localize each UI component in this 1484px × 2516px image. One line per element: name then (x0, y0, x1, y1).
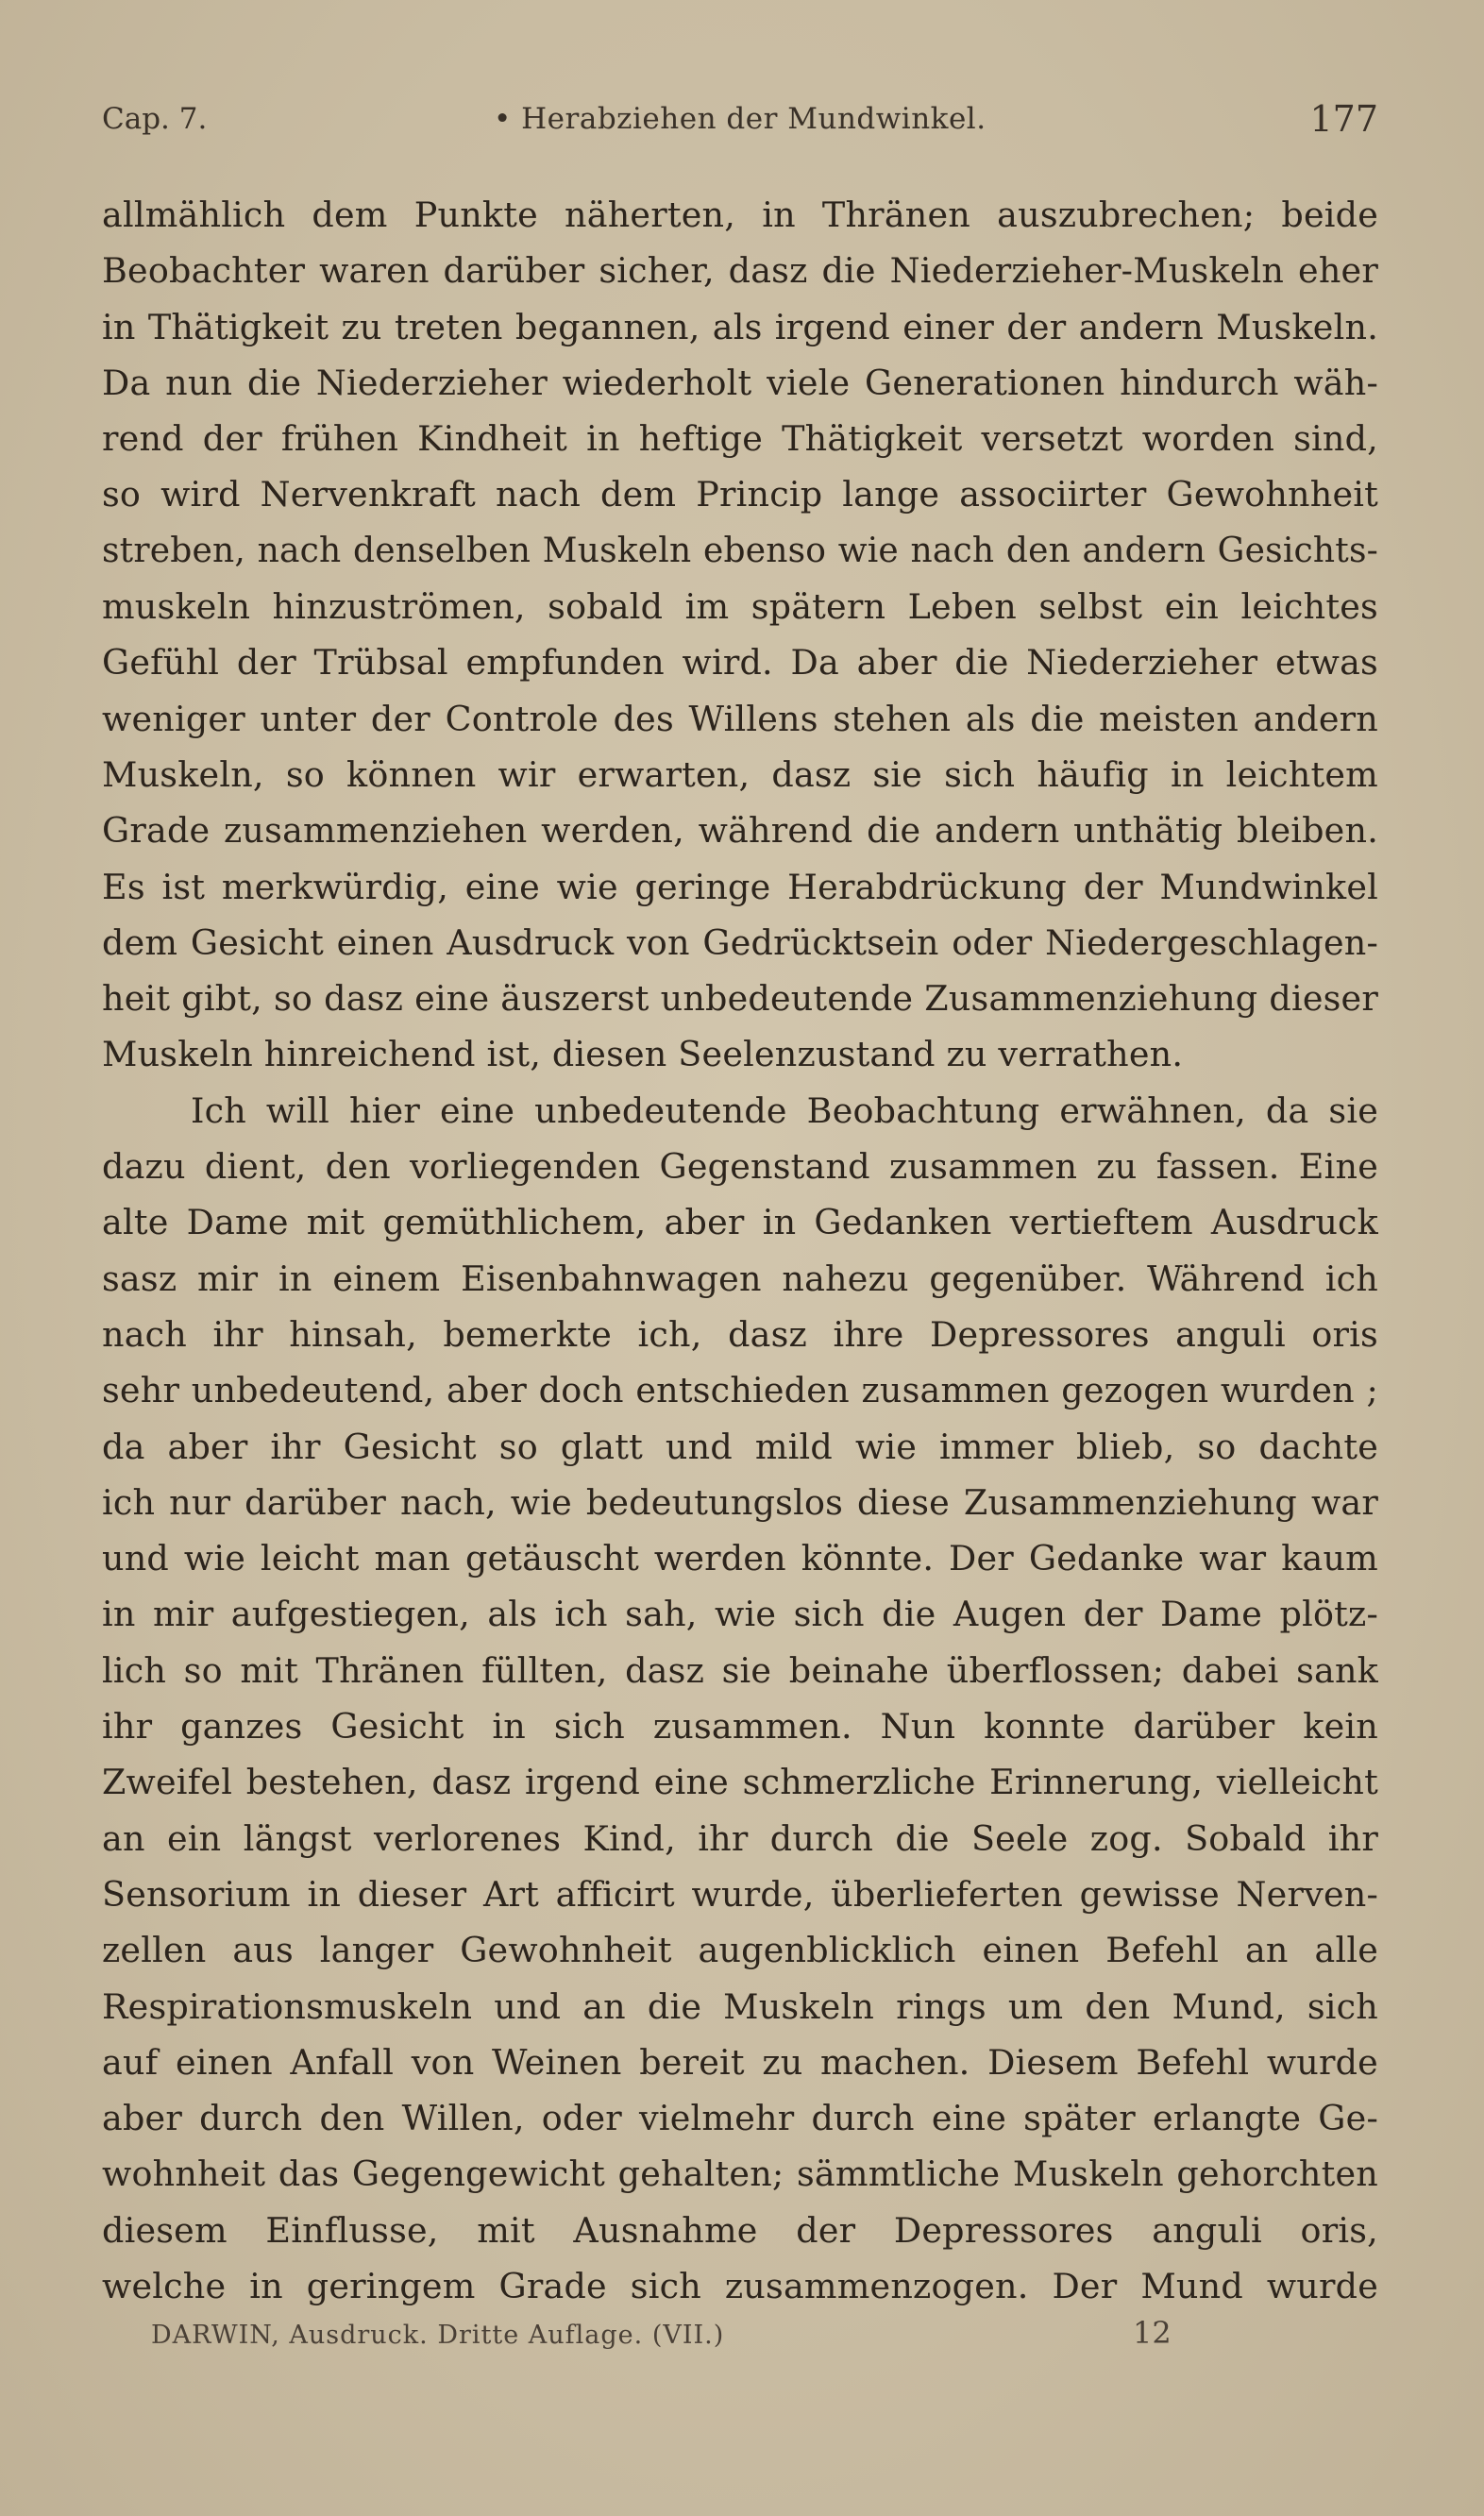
text-line: ihr ganzes Gesicht in sich zusammen. Nun konnte darüber kein (102, 1706, 1378, 1748)
text-line: und wie leicht man getäuscht werden könnte. Der Gedanke war kaum (102, 1538, 1378, 1579)
text-line: wohnheit das Gegengewicht gehalten; sämmtliche Muskeln gehorchten (102, 2153, 1378, 2195)
text-line: welche in geringem Grade sich zusammenzogen. Der Mund wurde (102, 2265, 1378, 2306)
text-line: rend der frühen Kindheit in heftige Thätigkeit versetzt worden sind, (102, 418, 1378, 460)
text-line: sehr unbedeutend, aber doch entschieden zusammen gezogen wurden ; (102, 1370, 1378, 1411)
text-line: da aber ihr Gesicht so glatt und mild wie immer blieb, so dachte (102, 1426, 1378, 1467)
text-line: weniger unter der Controle des Willens stehen als die meisten andern (102, 698, 1378, 739)
running-header (102, 98, 1378, 149)
text-line: allmählich dem Punkte näherten, in Thränen auszubrechen; beide (102, 194, 1378, 235)
text-line: Da nun die Niederzieher wiederholt viele Generationen hindurch wäh- (102, 362, 1378, 403)
text-line: Respirationsmuskeln und an die Muskeln rings um den Mund, sich (102, 1985, 1378, 2027)
text-line: aber durch den Willen, oder vielmehr durch eine später erlangte Ge- (102, 2098, 1378, 2139)
printer-signature: DARWIN, Ausdruck. Dritte Auflage. (VII.) (151, 2321, 725, 2350)
text-line: lich so mit Thränen füllten, dasz sie beinahe überflossen; dabei sank (102, 1649, 1378, 1691)
text-line: alte Dame mit gemüthlichem, aber in Gedanken vertieftem Ausdruck (102, 1202, 1378, 1243)
text-line: heit gibt, so dasz eine äuszerst unbedeutende Zusammenziehung dieser (102, 978, 1378, 1020)
text-line: in Thätigkeit zu treten begannen, als irgend einer der andern Muskeln. (102, 306, 1378, 347)
text-line: sasz mir in einem Eisenbahnwagen nahezu gegenüber. Während ich (102, 1258, 1378, 1299)
chapter-label: Cap. 7. (102, 102, 208, 136)
text-line: Sensorium in dieser Art afficirt wurde, überlieferten gewisse Nerven- (102, 1873, 1378, 1915)
paragraph-start-line: Ich will hier eine unbedeutende Beobachtung erwähnen, da sie (191, 1089, 1378, 1131)
text-line: muskeln hinzuströmen, sobald im spätern Leben selbst ein leichtes (102, 586, 1378, 628)
text-line: dem Gesicht einen Ausdruck von Gedrücktsein oder Niedergeschlagen- (102, 921, 1378, 963)
running-title: • Herabziehen der Mundwinkel. (494, 102, 987, 136)
text-line: Beobachter waren darüber sicher, dasz die Niederzieher-Muskeln eher (102, 250, 1378, 292)
sheet-number: 12 (1133, 2315, 1172, 2351)
text-line: dazu dient, den vorliegenden Gegenstand zusammen zu fassen. Eine (102, 1146, 1378, 1188)
paragraph-end-line: Muskeln hinreichend ist, diesen Seelenzustand zu verrathen. (102, 1034, 1184, 1075)
text-line: streben, nach denselben Muskeln ebenso wie nach den andern Gesichts- (102, 531, 1378, 570)
page-number: 177 (1309, 98, 1378, 140)
text-line: Es ist merkwürdig, eine wie geringe Herabdrückung der Mundwinkel (102, 866, 1378, 907)
text-line: Muskeln, so können wir erwarten, dasz sie sich häufig in leichtem (102, 753, 1378, 795)
text-line: Gefühl der Trübsal empfunden wird. Da aber die Niederzieher etwas (102, 642, 1378, 684)
text-line: zellen aus langer Gewohnheit augenblicklich einen Befehl an alle (102, 1930, 1378, 1971)
text-line: auf einen Anfall von Weinen bereit zu machen. Diesem Befehl wurde (102, 2041, 1378, 2083)
text-line: nach ihr hinsah, bemerkte ich, dasz ihre Depressores anguli oris (102, 1313, 1378, 1355)
text-line: Zweifel bestehen, dasz irgend eine schmerzliche Erinnerung, vielleicht (102, 1762, 1378, 1803)
text-line: in mir aufgestiegen, als ich sah, wie sich die Augen der Dame plötz- (102, 1594, 1378, 1635)
body-text (102, 187, 1378, 2314)
text-line: Grade zusammenziehen werden, während die andern unthätig bleiben. (102, 810, 1378, 852)
text-line: so wird Nervenkraft nach dem Princip lange associirter Gewohnheit (102, 474, 1378, 515)
signature-footer (151, 2315, 1189, 2358)
text-line: an ein längst verlorenes Kind, ihr durch die Seele zog. Sobald ihr (102, 1817, 1378, 1859)
text-line: diesem Einflusse, mit Ausnahme der Depressores anguli oris, (102, 2209, 1378, 2251)
text-line: ich nur darüber nach, wie bedeutungslos diese Zusammenziehung war (102, 1481, 1378, 1523)
